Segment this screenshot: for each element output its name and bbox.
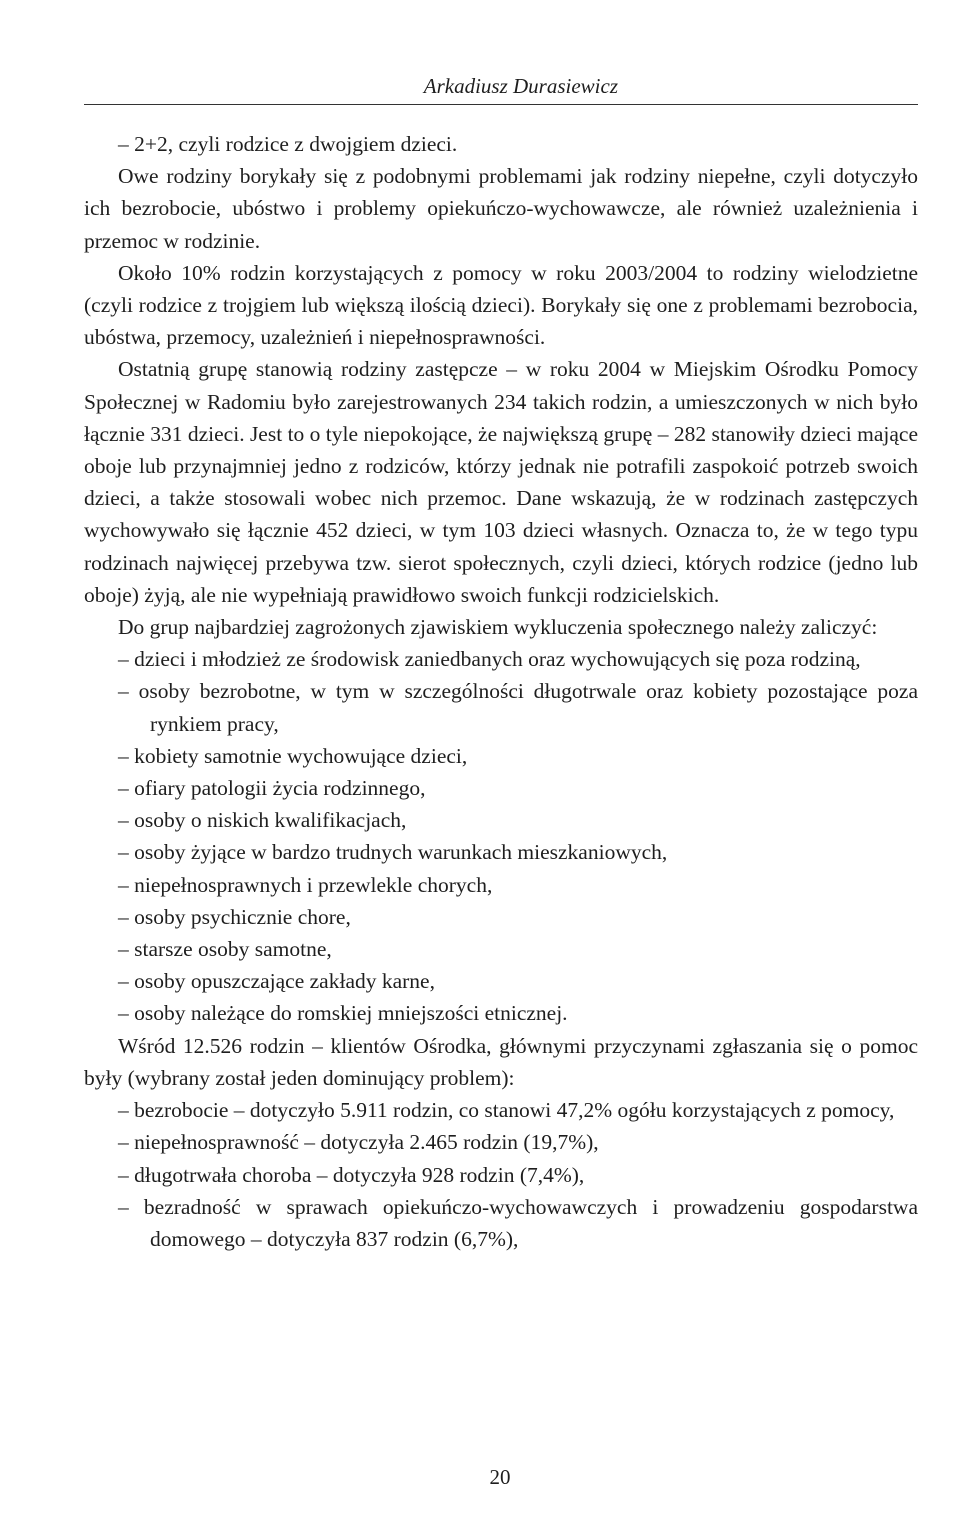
reason-item: – bezrobocie – dotyczyło 5.911 rodzin, co stanowi 47,2% ogółu korzystających z pomocy, [118, 1098, 895, 1123]
paragraph-risk-groups-intro: Do grup najbardziej zagrożonych zjawiskiem wykluczenia społecznego należy zaliczyć: [118, 615, 878, 640]
risk-group-item: – osoby o niskich kwalifikacjach, [118, 808, 407, 833]
reason-item: – długotrwała choroba – dotyczyła 928 rodzin (7,4%), [118, 1162, 585, 1187]
paragraph-problems: Owe rodziny borykały się z podobnymi problemami jak rodziny niepełne, czyli dotyczyło ich bezrobocie, ubóstwo i problemy opiekuńczo-wychowawcze, ale również uzależnienia i przemoc w rodzinie. [84, 164, 918, 253]
reason-item: – niepełnosprawność – dotyczyła 2.465 rodzin (19,7%), [118, 1130, 599, 1155]
risk-group-item: – starsze osoby samotne, [118, 937, 332, 962]
risk-group-item: – osoby bezrobotne, w tym w szczególności długotrwale oraz kobiety pozostające poza rynkiem pracy, [118, 679, 918, 736]
risk-group-item: – dzieci i młodzież ze środowisk zaniedbanych oraz wychowujących się poza rodziną, [118, 647, 861, 672]
reason-item: – bezradność w sprawach opiekuńczo-wychowawczych i prowadzeniu gospodarstwa domowego – dotyczyła 837 rodzin (6,7%), [118, 1194, 918, 1251]
risk-group-item: – kobiety samotnie wychowujące dzieci, [118, 743, 468, 768]
risk-group-item: – ofiary patologii życia rodzinnego, [118, 776, 426, 801]
risk-group-item: – niepełnosprawnych i przewlekle chorych, [118, 872, 493, 897]
risk-group-item: – osoby psychicznie chore, [118, 904, 351, 929]
header-rule [84, 104, 918, 105]
list-item-family-type: – 2+2, czyli rodzice z dwojgiem dzieci. [118, 132, 458, 156]
page-number: 20 [489, 1465, 511, 1489]
risk-group-item: – osoby opuszczające zakłady karne, [118, 969, 435, 994]
running-head-author: Arkadiusz Durasiewicz [423, 74, 618, 98]
body-text [84, 128, 918, 1255]
paragraph-foster-families: Ostatnią grupę stanowią rodziny zastępcze – w roku 2004 w Miejskim Ośrodku Pomocy Społecznej w Radomiu było zarejestrowanych 234 takich rodzin, a umieszczonych w nich było łącznie 331 dzieci. Jest to o tyle niepokojące, że największą grupę – 282 stanowiły dzieci mające oboje lub przynajmniej jedno z rodziców, którzy jednak nie potrafili zaspokoić potrzeb swoich dzieci, a także stosowali wobec nich przemoc. Dane wskazują, że w rodzinach zastępczych wychowywało się łącznie 452 dzieci, w tym 103 dzieci własnych. Oznacza to, że w tego typu rodzinach najwięcej przebywa tzw. sierot społecznych, czyli dzieci, których rodzice (jedno lub oboje) żyją, ale nie wypełniają prawidłowo swoich funkcji rodzicielskich. [84, 357, 918, 607]
paragraph-large-families: Około 10% rodzin korzystających z pomocy w roku 2003/2004 to rodziny wielodzietne (czyli rodzice z trojgiem lub większą ilością dzieci). Borykały się one z problemami bezrobocia, ubóstwa, przemocy, uzależnień i niepełnosprawności. [84, 260, 918, 350]
running-head [84, 74, 918, 99]
paragraph-reasons-intro: Wśród 12.526 rodzin – klientów Ośrodka, głównymi przyczynami zgłaszania się o pomoc były (wybrany został jeden dominujący problem): [84, 1033, 918, 1090]
risk-group-item: – osoby żyjące w bardzo trudnych warunkach mieszkaniowych, [118, 840, 668, 865]
risk-group-item: – osoby należące do romskiej mniejszości etnicznej. [118, 1001, 568, 1026]
